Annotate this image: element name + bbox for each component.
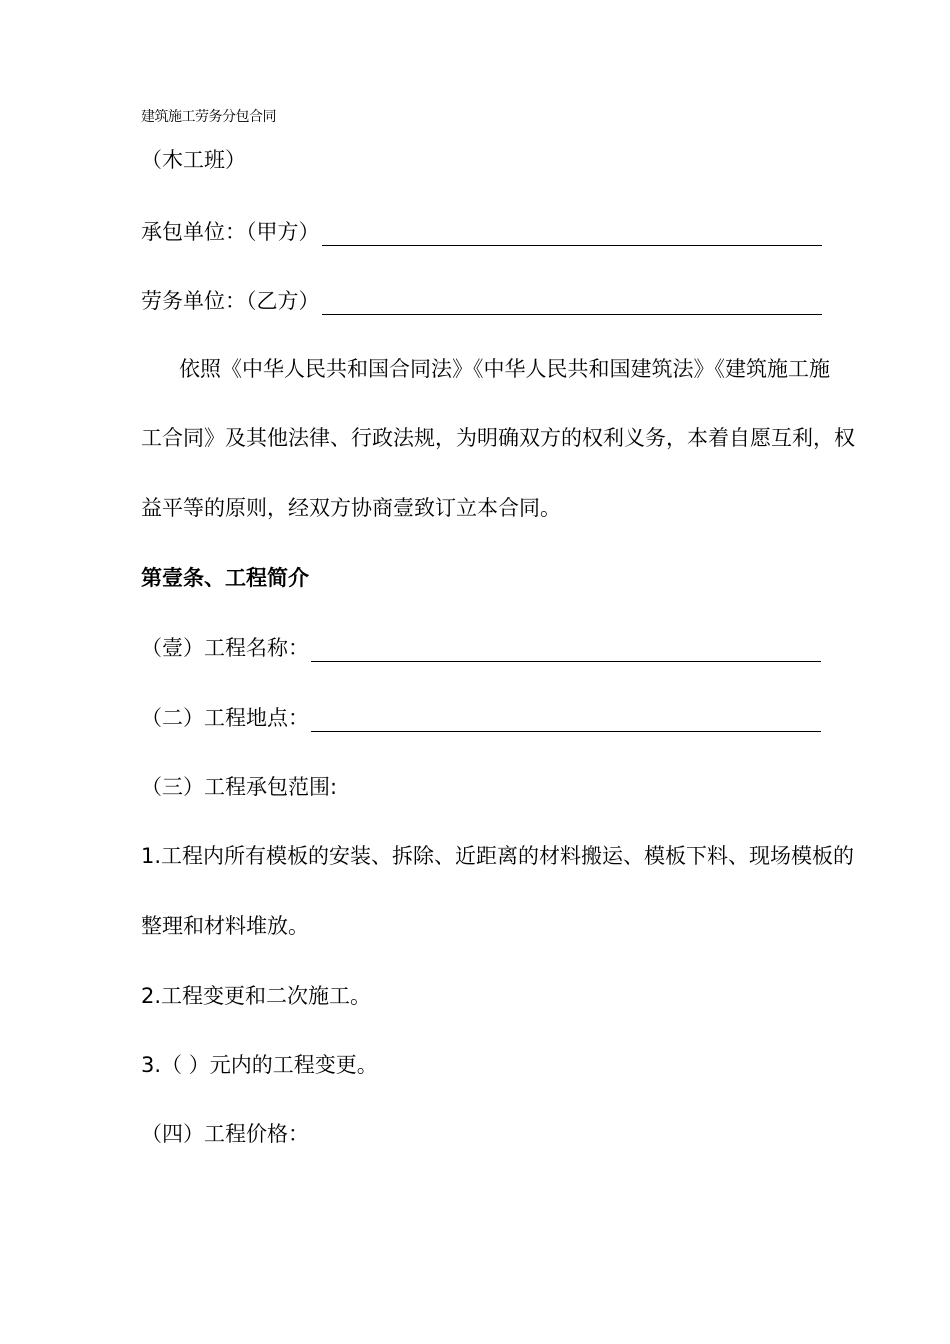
article-1-heading: 第壹条、工程简介 (141, 566, 309, 590)
project-name-blank-line[interactable] (311, 635, 821, 662)
contractor-blank-line[interactable] (322, 219, 822, 246)
project-location-label: （二）工程地点： (141, 706, 309, 730)
scope-item-1-line-1: 1.工程内所有模板的安装、拆除、近距离的材料搬运、模板下料、现场模板的 (141, 844, 855, 868)
scope-item-1-line-2: 整理和材料堆放。 (141, 914, 309, 938)
document-header-title: 建筑施工劳务分包合同 (141, 109, 276, 125)
project-name-label: （壹）工程名称： (141, 636, 309, 660)
contractor-field (141, 218, 822, 246)
project-location-field (141, 704, 821, 732)
labor-blank-line[interactable] (322, 288, 822, 315)
preamble-line-3: 益平等的原则，经双方协商壹致订立本合同。 (141, 496, 561, 520)
scope-item-3: 3.（ ）元内的工程变更。 (141, 1053, 378, 1077)
project-location-blank-line[interactable] (311, 705, 821, 732)
scope-item-2: 2.工程变更和二次施工。 (141, 984, 372, 1008)
preamble-line-2: 工合同》及其他法律、行政法规，为明确双方的权利义务，本着自愿互利，权 (141, 426, 855, 450)
scope-label: （三）工程承包范围: (141, 775, 338, 799)
document-subtitle: （木工班） (141, 148, 246, 172)
project-name-field (141, 634, 821, 662)
labor-label: 劳务单位：（乙方） (141, 289, 320, 313)
contractor-label: 承包单位：（甲方） (141, 220, 320, 244)
preamble-line-1: 依照《中华人民共和国合同法》《中华人民共和国建筑法》《建筑施工施 (179, 357, 830, 381)
price-label: （四）工程价格： (141, 1122, 309, 1146)
labor-field (141, 287, 822, 315)
